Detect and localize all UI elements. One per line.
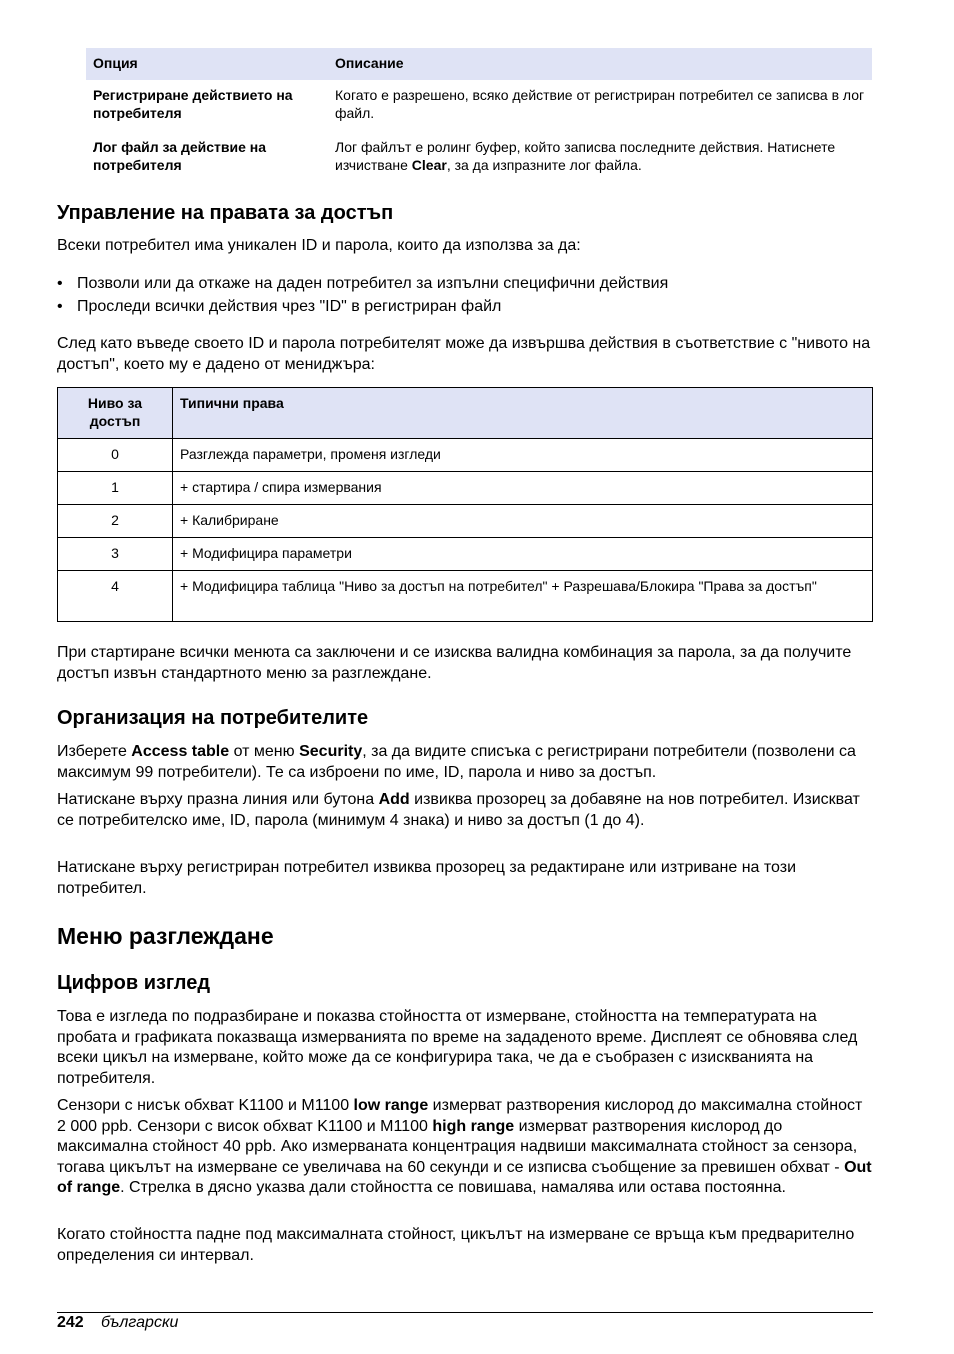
- add-keyword: Add: [378, 791, 410, 808]
- digital-paragraph-3: Когато стойността падне под максималната стойност, цикълът на измерване се връща към предварително определения си интервал.: [57, 1226, 855, 1264]
- table-row: [58, 472, 873, 505]
- access-level: 2: [58, 505, 173, 538]
- access-level: 0: [58, 439, 173, 472]
- option-name: Лог файл за действие на потребителя: [93, 139, 267, 173]
- access-rights-heading: Управление на правата за достъп: [57, 202, 394, 224]
- footer-divider: [57, 1312, 873, 1313]
- option-name: Регистриране действието на потребителя: [93, 87, 293, 121]
- access-bullet-list: [57, 272, 873, 318]
- digital-paragraph-1: Това е изгледа по подразбиране и показва стойността от измерване, стойността на температурата на пробата и графиката показваща измерванията по време на зададеното време. Дисплеят се обновява след всеки цикъл на измерване, който може да се конфигурира така, че да е съобразен с изискванията на потребителя.: [57, 1008, 858, 1087]
- view-menu-heading: Меню разглеждане: [57, 923, 274, 949]
- access-table-keyword: Access table: [131, 743, 230, 760]
- after-table-paragraph: При стартиране всички менюта са заключени и се изисква валидна комбинация за парола, за да получите достъп извън стандартното меню за разглеждане.: [57, 644, 852, 682]
- security-keyword: Security: [299, 743, 363, 760]
- option-description: Когато е разрешено, всяко действие от регистриран потребител се записва в лог файл.: [335, 87, 865, 121]
- options-table-header: [86, 48, 872, 80]
- users-paragraph-3: Натискане върху регистриран потребител извиква прозорец за редактиране или изтриване на този потребител.: [57, 859, 797, 897]
- options-header-description: Описание: [328, 48, 872, 80]
- table-row: [58, 538, 873, 571]
- access-rights: + Калибриране: [173, 505, 873, 538]
- option-description: Лог файлът е ролинг буфер, който записва последните действия. Натиснете изчистване Clear, за да изпразните лог файла.: [335, 139, 836, 173]
- access-level: 3: [58, 538, 173, 571]
- access-level: 1: [58, 472, 173, 505]
- access-header-level: Ниво за достъп: [58, 388, 173, 439]
- digital-view-heading: Цифров изглед: [57, 972, 211, 994]
- footer-language: български: [101, 1314, 179, 1331]
- options-table: [86, 48, 872, 184]
- table-row: [58, 505, 873, 538]
- page-number: 242: [57, 1314, 84, 1331]
- out-of-range-keyword: Out of range: [57, 1158, 872, 1196]
- access-after-bullets: След като въведе своето ID и парола потребителят може да извършва действия в съответствие с "нивото на достъп", което му е дадено от мениджъра:: [57, 335, 871, 373]
- low-range-keyword: low range: [353, 1097, 429, 1114]
- access-rights: Разглежда параметри, променя изгледи: [173, 439, 873, 472]
- access-table-header: [58, 388, 873, 439]
- table-row: [58, 439, 873, 472]
- access-header-rights: Типични права: [173, 388, 873, 439]
- access-level-table: [57, 387, 873, 622]
- options-header-option: Опция: [86, 48, 328, 80]
- table-row: [58, 571, 873, 622]
- access-intro: Всеки потребител има уникален ID и парола, които да използва за да:: [57, 237, 581, 254]
- table-row: [86, 132, 872, 184]
- users-heading: Организация на потребителите: [57, 707, 369, 729]
- list-item: • Проследи всички действия чрез "ID" в регистриран файл: [57, 295, 873, 318]
- access-level: 4: [58, 571, 173, 622]
- clear-keyword: Clear: [411, 157, 447, 173]
- digital-paragraph-2: Сензори с нисък обхват K1100 и M1100 low range измерват разтворения кислород до максимална стойност 2 000 ppb. Сензори с висок обхват K1100 и M1100 high range измерват разтворения кислород до максимална стойност 40 ppb. Ако измерваната концентрация надвиши максималната стойност за сензора, тогава цикълът на измерване се увеличава на 60 секунди и се изписва съобщение за превишен обхват - Out of range. Стрелка в дясно указва дали стойността се повишава, намалява или остава постоянна.: [57, 1097, 872, 1196]
- list-item: • Позволи или да откаже на даден потребител за изпълни специфични действия: [57, 272, 873, 295]
- access-rights: + Модифицира таблица "Ниво за достъп на потребител" + Разрешава/Блокира "Права за достъп": [173, 571, 873, 622]
- table-row: [86, 80, 872, 132]
- users-paragraph-2: Натискане върху празна линия или бутона Add извиква прозорец за добавяне на нов потребител. Изискват се потребителско име, ID, парола (минимум 4 знака) и ниво за достъп (1 до 4).: [57, 791, 860, 829]
- users-paragraph-1: Изберете Access table от меню Security, за да видите списъка с регистрирани потребители (позволени са максимум 99 потребители). Те са изброени по име, ID, парола и ниво за достъп.: [57, 743, 856, 781]
- high-range-keyword: high range: [432, 1117, 515, 1135]
- access-rights: + Модифицира параметри: [173, 538, 873, 571]
- access-rights: + стартира / спира измервания: [173, 472, 873, 505]
